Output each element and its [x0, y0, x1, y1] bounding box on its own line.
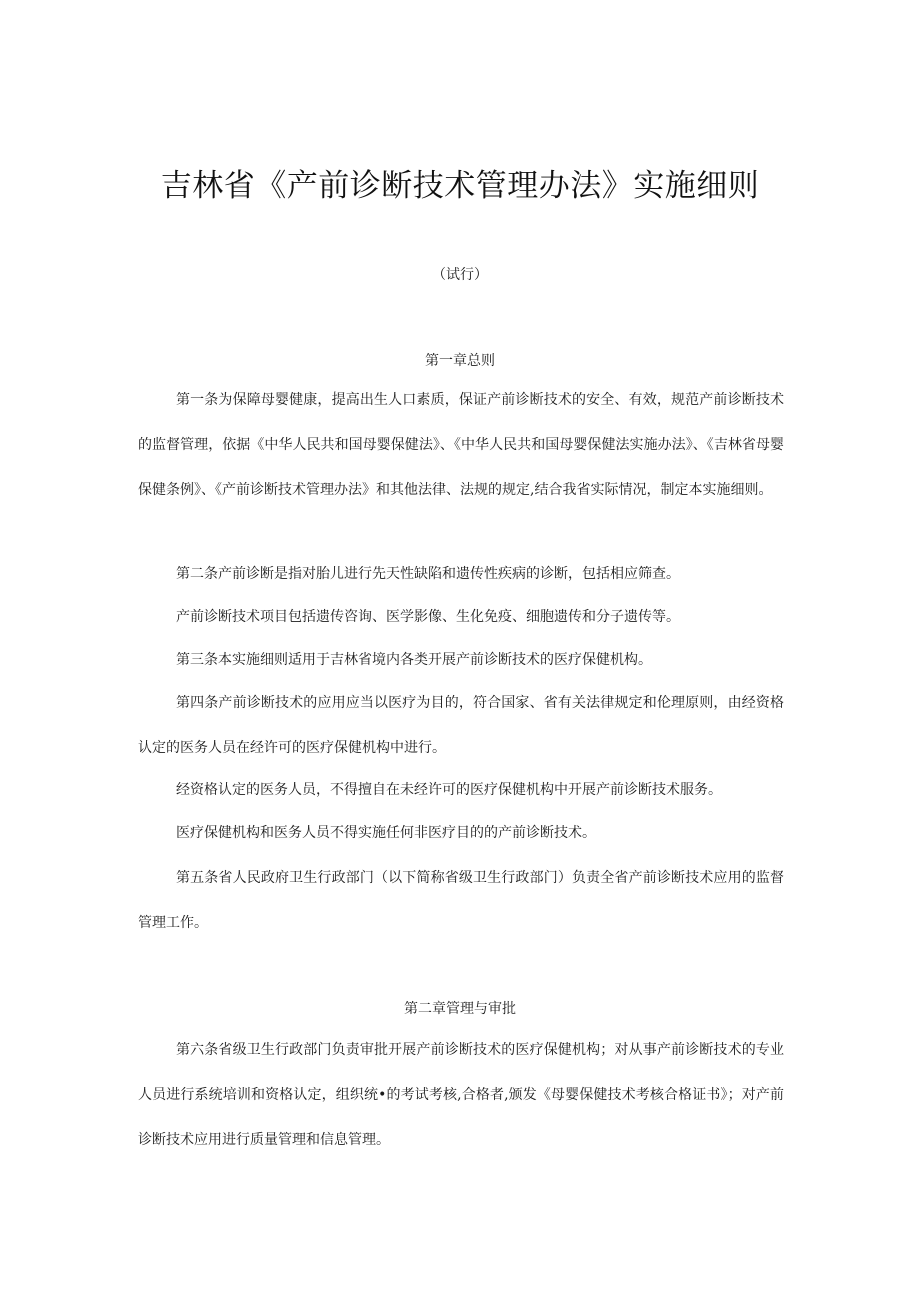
article-2-items-paragraph: 产前诊断技术项目包括遗传咨询、医学影像、生化免疫、细胞遗传和分子遗传等。 [176, 609, 680, 625]
chapter-1-heading: 第一章总则 [425, 353, 495, 369]
article-6-paragraph: 第六条省级卫生行政部门负责审批开展产前诊断技术的医疗保健机构；对从事产前诊断技术的专业人员进行系统培训和资格认定，组织统•的考试考核,合格者,颁发《母婴保健技术考核合格证书》；对产前诊断技术应用进行质量管理和信息管理。 [138, 1042, 784, 1148]
document-subtitle: （试行） [432, 267, 488, 283]
article-4-prohibition-paragraph: 医疗保健机构和医务人员不得实施任何非医疗目的的产前诊断技术。 [176, 825, 596, 841]
article-2-paragraph: 第二条产前诊断是指对胎儿进行先天性缺陷和遗传性疾病的诊断，包括相应筛查。 [176, 566, 680, 582]
article-3-paragraph: 第三条本实施细则适用于吉林省境内各类开展产前诊断技术的医疗保健机构。 [176, 652, 652, 668]
chapter-2-heading: 第二章管理与审批 [404, 1001, 516, 1017]
article-4-paragraph: 第四条产前诊断技术的应用应当以医疗为目的，符合国家、省有关法律规定和伦理原则，由经资格认定的医务人员在经许可的医疗保健机构中进行。 [138, 695, 784, 756]
article-4-restriction-paragraph: 经资格认定的医务人员，不得擅自在未经许可的医疗保健机构中开展产前诊断技术服务。 [176, 782, 722, 798]
article-5-paragraph: 第五条省人民政府卫生行政部门（以下简称省级卫生行政部门）负责全省产前诊断技术应用的监督管理工作。 [138, 870, 784, 931]
document-title: 吉林省《产前诊断技术管理办法》实施细则 [160, 168, 760, 204]
article-1-paragraph: 第一条为保障母婴健康，提高出生人口素质，保证产前诊断技术的安全、有效，规范产前诊断技术的监督管理，依据《中华人民共和国母婴保健法》、《中华人民共和国母婴保健法实施办法》、《吉林省母婴保健条例》、《产前诊断技术管理办法》和其他法律、法规的规定,结合我省实际情况，制定本实施细则。 [138, 392, 784, 498]
